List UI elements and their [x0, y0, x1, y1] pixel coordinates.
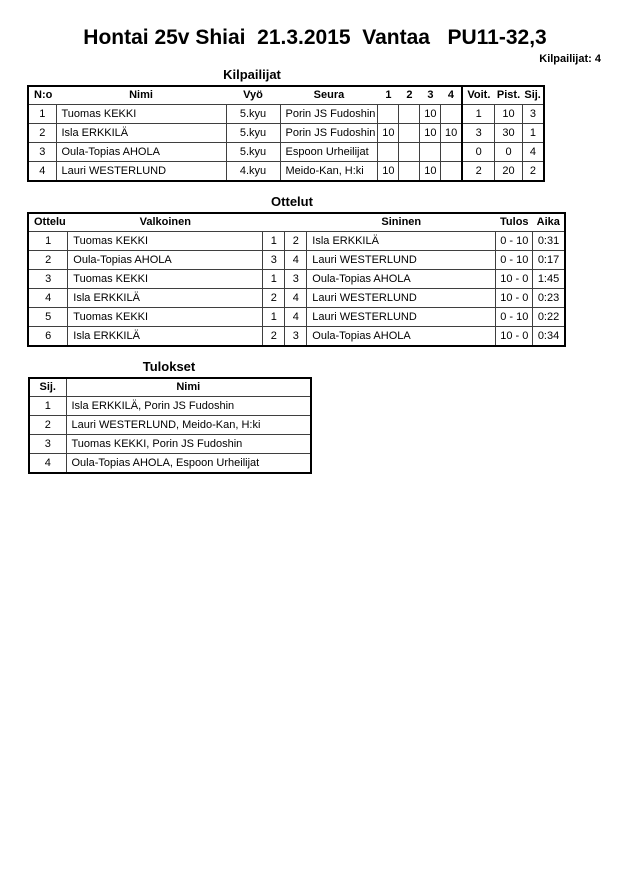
- header-row: [29, 378, 311, 397]
- table-cell: Lauri WESTERLUND: [307, 251, 496, 270]
- table-cell: 2: [29, 416, 66, 435]
- table-cell: 4: [28, 162, 56, 182]
- table-cell: [441, 105, 462, 124]
- column-header: 4: [441, 86, 462, 105]
- table-cell: Oula-Topias AHOLA: [307, 270, 496, 289]
- table-cell: 10 - 0: [496, 327, 533, 347]
- table-cell: 1: [28, 232, 68, 251]
- table-cell: 2: [522, 162, 544, 182]
- table-cell: 4: [285, 289, 307, 308]
- table-cell: Lauri WESTERLUND: [307, 289, 496, 308]
- table-row: [28, 162, 544, 182]
- column-header: Sininen: [307, 213, 496, 232]
- table-cell: 2: [285, 232, 307, 251]
- table-cell: [399, 105, 420, 124]
- table-cell: 10: [441, 124, 462, 143]
- table-cell: Oula-Topias AHOLA: [56, 143, 226, 162]
- table-cell: 3: [462, 124, 495, 143]
- table-cell: 1: [263, 270, 285, 289]
- column-header: 2: [399, 86, 420, 105]
- table-cell: 0: [495, 143, 522, 162]
- table-cell: 5.kyu: [226, 143, 280, 162]
- table-cell: 0 - 10: [496, 308, 533, 327]
- table-cell: Isla ERKKILÄ: [56, 124, 226, 143]
- table-row: [28, 124, 544, 143]
- table-cell: 0:23: [533, 289, 565, 308]
- column-header: [285, 213, 307, 232]
- table-cell: 4: [29, 454, 66, 474]
- table-cell: 10: [420, 105, 441, 124]
- table-cell: 1: [462, 105, 495, 124]
- table-row: [29, 416, 311, 435]
- table-cell: 1: [263, 308, 285, 327]
- column-header: Vyö: [226, 86, 280, 105]
- ottelut-table: [27, 212, 566, 347]
- table-cell: 2: [28, 124, 56, 143]
- table-cell: Tuomas KEKKI: [68, 308, 263, 327]
- column-header: Sij.: [522, 86, 544, 105]
- table-cell: 5.kyu: [226, 105, 280, 124]
- table-cell: [399, 124, 420, 143]
- table-cell: 5: [28, 308, 68, 327]
- table-cell: 0:22: [533, 308, 565, 327]
- column-header: [263, 213, 285, 232]
- column-header: Pist.: [495, 86, 522, 105]
- table-cell: 10: [378, 124, 399, 143]
- table-row: [28, 270, 565, 289]
- section-heading-tulokset: Tulokset: [142, 359, 196, 374]
- column-header: Nimi: [56, 86, 226, 105]
- section-heading-kilpailijat: Kilpailijat: [223, 67, 281, 82]
- column-header: Aika: [533, 213, 565, 232]
- table-row: [28, 308, 565, 327]
- table-cell: Isla ERKKILÄ: [68, 327, 263, 347]
- table-cell: 3: [522, 105, 544, 124]
- table-cell: 10: [378, 162, 399, 182]
- table-cell: Isla ERKKILÄ: [68, 289, 263, 308]
- column-header: Valkoinen: [68, 213, 263, 232]
- table-cell: 0 - 10: [496, 232, 533, 251]
- table-cell: 1: [522, 124, 544, 143]
- column-header: 1: [378, 86, 399, 105]
- table-cell: 10: [420, 124, 441, 143]
- header-row: [28, 213, 565, 232]
- table-row: [28, 327, 565, 347]
- table-cell: 5.kyu: [226, 124, 280, 143]
- table-cell: 2: [28, 251, 68, 270]
- column-header: 3: [420, 86, 441, 105]
- table-cell: 3: [28, 143, 56, 162]
- column-header: Ottelu: [28, 213, 68, 232]
- section-heading-ottelut: Ottelut: [271, 194, 313, 209]
- table-cell: 30: [495, 124, 522, 143]
- table-row: [29, 454, 311, 474]
- table-cell: 4: [28, 289, 68, 308]
- table-cell: Isla ERKKILÄ: [307, 232, 496, 251]
- section-ottelut: [27, 194, 630, 347]
- table-cell: 0:31: [533, 232, 565, 251]
- column-header: Sij.: [29, 378, 66, 397]
- competitors-count-label: Kilpailijat: 4: [539, 53, 601, 65]
- table-cell: 2: [462, 162, 495, 182]
- table-cell: Lauri WESTERLUND: [56, 162, 226, 182]
- table-cell: 4.kyu: [226, 162, 280, 182]
- table-row: [29, 397, 311, 416]
- table-row: [28, 289, 565, 308]
- table-cell: [399, 162, 420, 182]
- section-kilpailijat: [27, 67, 630, 182]
- table-cell: [441, 143, 462, 162]
- table-cell: [378, 143, 399, 162]
- table-cell: 10: [420, 162, 441, 182]
- table-cell: Porin JS Fudoshin: [280, 124, 378, 143]
- table-row: [28, 232, 565, 251]
- table-cell: 1:45: [533, 270, 565, 289]
- table-cell: Oula-Topias AHOLA, Espoon Urheilijat: [66, 454, 311, 474]
- table-cell: Lauri WESTERLUND: [307, 308, 496, 327]
- column-header: Tulos: [496, 213, 533, 232]
- table-cell: 3: [285, 270, 307, 289]
- table-cell: 4: [285, 308, 307, 327]
- table-cell: 0:17: [533, 251, 565, 270]
- column-header: N:o: [28, 86, 56, 105]
- table-cell: 3: [28, 270, 68, 289]
- table-cell: [399, 143, 420, 162]
- section-tulokset: [28, 359, 630, 474]
- table-cell: Espoon Urheilijat: [280, 143, 378, 162]
- table-cell: [420, 143, 441, 162]
- table-cell: 0: [462, 143, 495, 162]
- page-title: Hontai 25v Shiai 21.3.2015 Vantaa PU11-32,3: [83, 26, 547, 49]
- table-cell: 0 - 10: [496, 251, 533, 270]
- table-cell: 0:34: [533, 327, 565, 347]
- table-cell: 1: [28, 105, 56, 124]
- table-row: [28, 105, 544, 124]
- table-cell: 2: [263, 289, 285, 308]
- table-cell: 3: [29, 435, 66, 454]
- table-cell: Porin JS Fudoshin: [280, 105, 378, 124]
- table-cell: 1: [263, 232, 285, 251]
- table-cell: 2: [263, 327, 285, 347]
- header-row: [28, 86, 544, 105]
- table-cell: 10: [495, 105, 522, 124]
- table-cell: [378, 105, 399, 124]
- table-row: [28, 251, 565, 270]
- tulokset-table: [28, 377, 312, 474]
- column-header: Voit.: [462, 86, 495, 105]
- table-cell: Tuomas KEKKI: [68, 270, 263, 289]
- table-cell: Oula-Topias AHOLA: [307, 327, 496, 347]
- table-cell: Tuomas KEKKI: [68, 232, 263, 251]
- table-cell: 1: [29, 397, 66, 416]
- table-cell: 10 - 0: [496, 270, 533, 289]
- table-row: [28, 143, 544, 162]
- table-cell: Isla ERKKILÄ, Porin JS Fudoshin: [66, 397, 311, 416]
- table-cell: Lauri WESTERLUND, Meido-Kan, H:ki: [66, 416, 311, 435]
- column-header: Nimi: [66, 378, 311, 397]
- table-cell: 6: [28, 327, 68, 347]
- table-cell: Tuomas KEKKI, Porin JS Fudoshin: [66, 435, 311, 454]
- column-header: Seura: [280, 86, 378, 105]
- table-row: [29, 435, 311, 454]
- kilpailijat-table: [27, 85, 545, 182]
- table-cell: Meido-Kan, H:ki: [280, 162, 378, 182]
- table-cell: Tuomas KEKKI: [56, 105, 226, 124]
- table-cell: 4: [522, 143, 544, 162]
- table-cell: 20: [495, 162, 522, 182]
- table-cell: 3: [263, 251, 285, 270]
- table-cell: 10 - 0: [496, 289, 533, 308]
- table-cell: Oula-Topias AHOLA: [68, 251, 263, 270]
- table-cell: 3: [285, 327, 307, 347]
- table-cell: 4: [285, 251, 307, 270]
- table-cell: [441, 162, 462, 182]
